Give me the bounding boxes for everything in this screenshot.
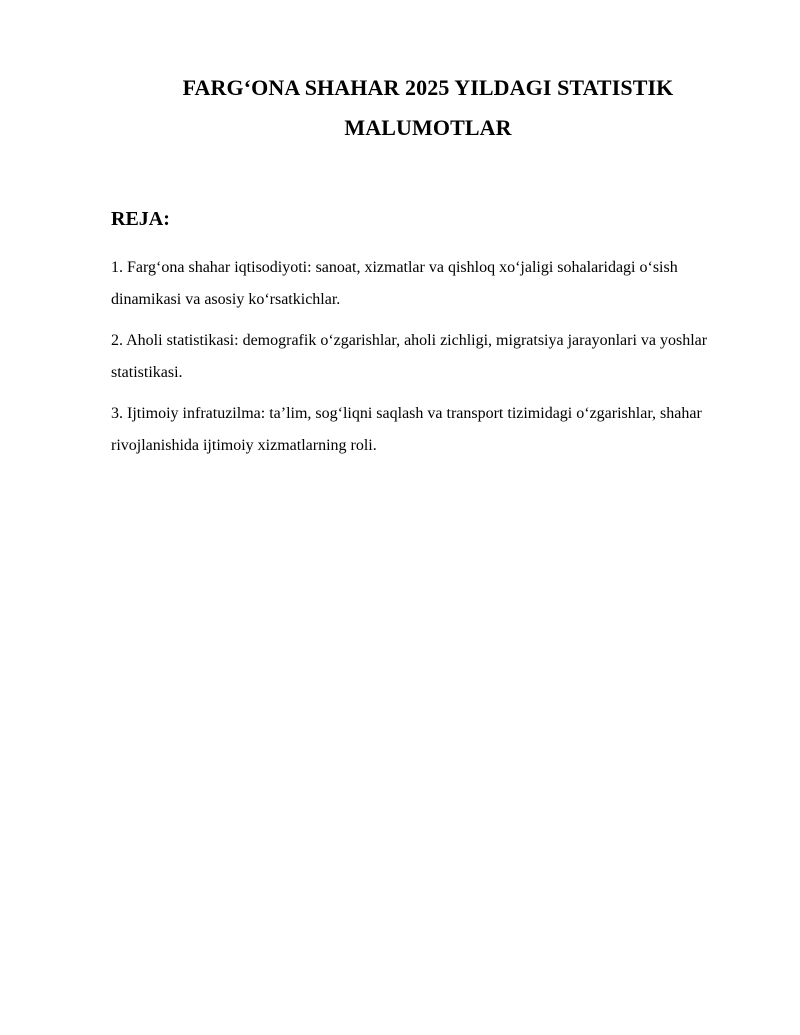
document-title [100,68,756,148]
document-title-line-2: MALUMOTLAR [344,115,512,140]
plan-item-infrastructure: 3. Ijtimoiy infratuzilma: ta’lim, sog‘liqni saqlash va transport tizimidagi o‘zgarishlar, shahar rivojlanishida ijtimoiy xizmatlarning roli. [111,405,702,454]
plan-heading: REJA: [111,208,170,230]
plan-item-population: 2. Aholi statistikasi: demografik o‘zgarishlar, aholi zichligi, migratsiya jarayonlari va yoshlar statistikasi. [111,332,708,381]
plan-item-economy: 1. Farg‘ona shahar iqtisodiyoti: sanoat, xizmatlar va qishloq xo‘jaligi sohalaridagi o‘sish dinamikasi va asosiy ko‘rsatkichlar. [111,259,678,308]
plan-list [111,252,751,471]
document-title-line-1: FARG‘ONA SHAHAR 2025 YILDAGI STATISTIK [182,75,674,100]
